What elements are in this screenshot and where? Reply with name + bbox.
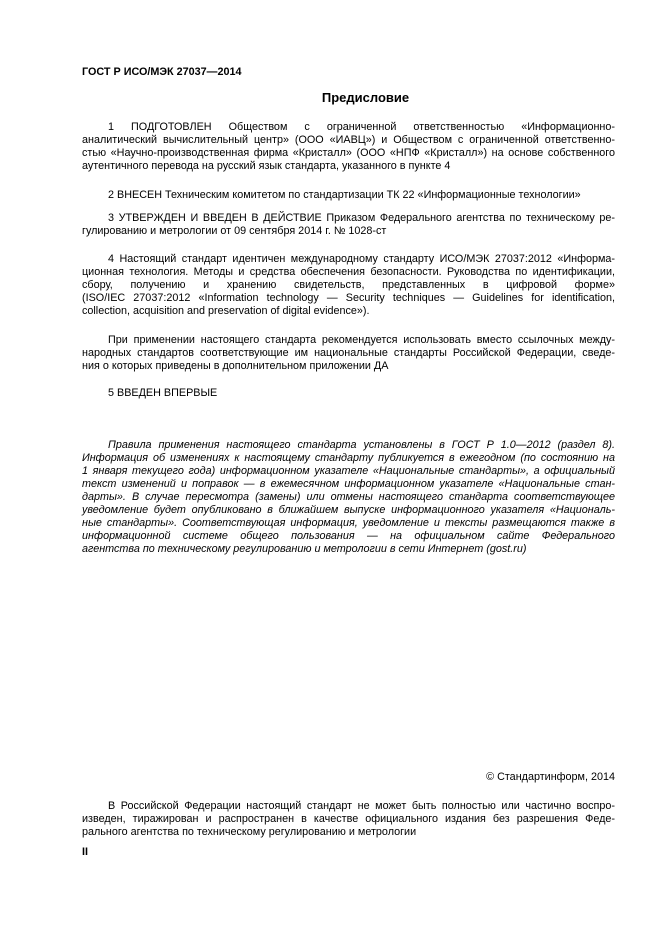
- paragraph-reproduction-notice: [82, 800, 615, 839]
- paragraph-application-rules: [82, 439, 615, 556]
- text-line: 1 января текущего года) информационном указателе «Национальные стандарты», а официальный: [82, 465, 615, 477]
- text-line: 2 ВНЕСЕН Техническим комитетом по стандартизации ТК 22 «Информационные технологии»: [108, 189, 581, 201]
- text-line: стью «Научно-производственная фирма «Кристалл» (ООО «НПФ «Кристалл») на основе собственного: [82, 147, 615, 159]
- paragraph-first-introduced: [82, 387, 615, 400]
- text-line: 3 УТВЕРЖДЕН И ВВЕДЕН В ДЕЙСТВИЕ Приказом Федерального агентства по техническому ре-: [108, 212, 615, 224]
- text-line: При применении настоящего стандарта рекомендуется использовать вместо ссылочных между-: [108, 334, 615, 346]
- document-header: ГОСТ Р ИСО/МЭК 27037—2014: [82, 66, 242, 78]
- text-line: аутентичного перевода на русский язык стандарта, указанного в пункте 4: [82, 160, 451, 172]
- paragraph-submitted: [82, 189, 615, 202]
- text-line: агентства по техническому регулированию и метрологии в сети Интернет (gost.ru): [82, 543, 527, 555]
- text-line: аналитический вычислительный центр» (ООО «ИАВЦ») и Обществом с ограниченной ответственно-: [82, 134, 615, 146]
- text-line: collection, acquisition and preservation of digital evidence»).: [82, 305, 370, 317]
- text-line: народных стандартов соответствующие им национальные стандарты Российской Федерации, сведе-: [82, 347, 615, 359]
- page-title: Предисловие: [321, 90, 410, 105]
- text-line: дарты». В случае пересмотра (замены) или отмены настоящего стандарта соответствующее: [82, 491, 615, 503]
- copyright: © Стандартинформ, 2014: [486, 771, 615, 783]
- text-line: изведен, тиражирован и распространен в качестве официального издания без разрешения Феде-: [82, 813, 615, 825]
- text-line: 5 ВВЕДЕН ВПЕРВЫЕ: [108, 387, 218, 399]
- text-line: гулированию и метрологии от 09 сентября 2014 г. № 1028-ст: [82, 225, 387, 237]
- text-line: текст изменений и поправок — в ежемесячном информационном указателе «Национальные стан-: [82, 478, 615, 490]
- text-line: сбору, получению и хранению свидетельств, представленных в цифровой форме»: [82, 279, 615, 291]
- text-line: 4 Настоящий стандарт идентичен международному стандарту ИСО/МЭК 27037:2012 «Информа-: [108, 253, 615, 265]
- text-line: рального агентства по техническому регулированию и метрологии: [82, 826, 417, 838]
- text-line: ционная технология. Методы и средства обеспечения безопасности. Руководства по идентификации,: [82, 266, 615, 278]
- text-line: (ISO/IEC 27037:2012 «Information technology — Security techniques — Guidelines for identification,: [82, 292, 615, 304]
- page-number: II: [82, 846, 88, 858]
- text-line: В Российской Федерации настоящий стандарт не может быть полностью или частично воспро-: [108, 800, 615, 812]
- text-line: ные стандарты». Соответствующая информация, уведомление и тексты размещаются также в: [82, 517, 615, 529]
- paragraph-approved: [82, 212, 615, 238]
- paragraph-references: [82, 334, 615, 373]
- text-line: ния о которых приведены в дополнительном приложении ДА: [82, 360, 389, 372]
- text-line: Информация об изменениях к настоящему стандарту публикуется в ежегодном (по состоянию на: [82, 452, 615, 464]
- paragraph-identical-standard: [82, 253, 615, 318]
- text-line: информационной системе общего пользования — на официальном сайте Федерального: [82, 530, 615, 542]
- text-line: 1 ПОДГОТОВЛЕН Обществом с ограниченной ответственностью «Информационно-: [108, 121, 615, 133]
- text-line: уведомление будет опубликовано в ближайшем выпуске информационного указателя «Националь-: [82, 504, 615, 516]
- paragraph-prepared: [82, 121, 615, 173]
- text-line: Правила применения настоящего стандарта установлены в ГОСТ Р 1.0—2012 (раздел 8).: [108, 439, 615, 451]
